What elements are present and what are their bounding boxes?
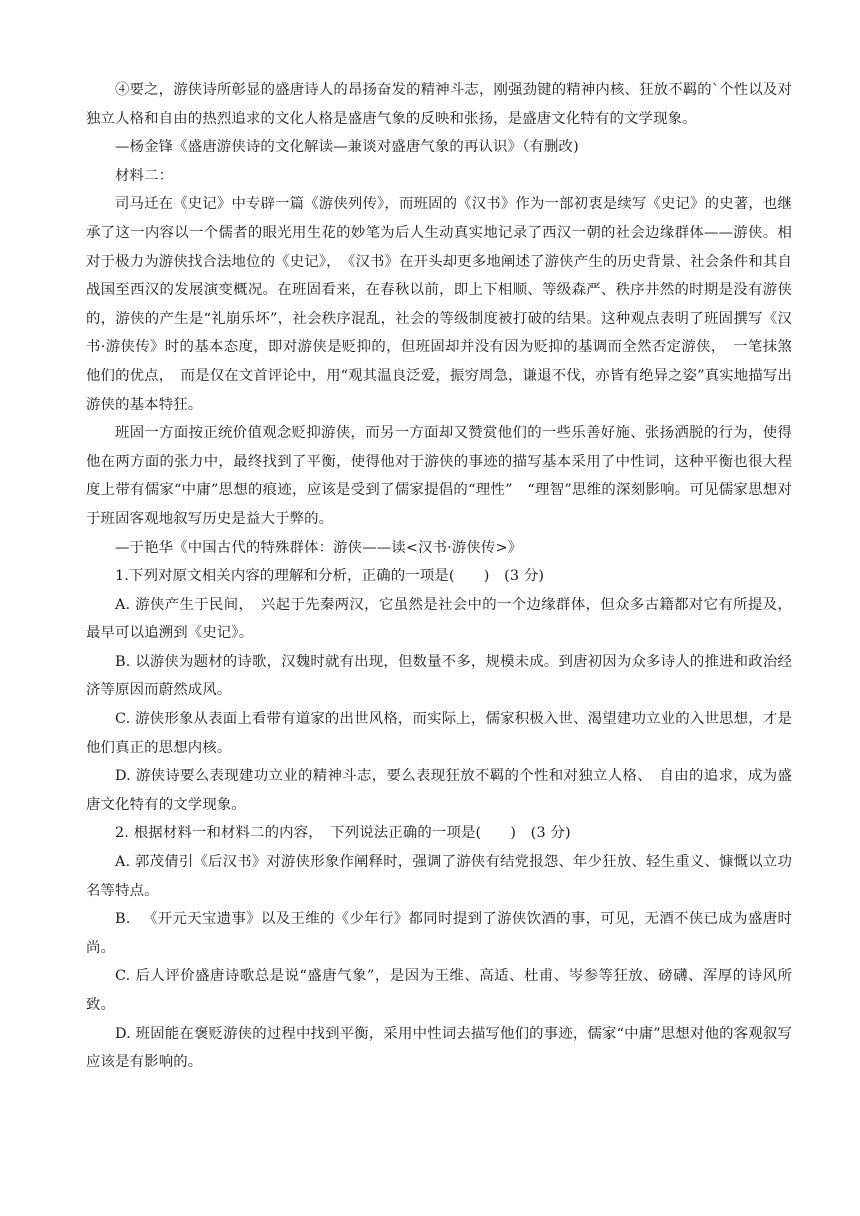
material2-source: —于艳华《中国古代的特殊群体：游侠——读<汉书·游侠传>》 <box>115 539 523 556</box>
question-2-option-c: C. 后人评价盛唐诗歌总是说“盛唐气象”，是因为王维、高适、杜甫、岑参等狂放、磅礴、浑厚的诗风所致。 <box>86 968 792 1013</box>
question-2-option-d: D. 班固能在褒贬游侠的过程中找到平衡，采用中性词去描写他们的事迹，儒家“中庸”思想对他的客观叙写应该是有影响的。 <box>86 1025 792 1071</box>
material1-summary: ④要之，游侠诗所彰显的盛唐诗人的昂扬奋发的精神斗志，刚强劲键的精神内核、狂放不羁的`个性以及对独立人格和自由的热烈追求的文化人格是盛唐气象的反映和张扬，是盛唐文化特有的文学现象。 <box>86 82 792 127</box>
question-1-stem: 1.下列对原文相关内容的理解和分析，正确的一项是( ) (3 分) <box>115 568 545 585</box>
document-page <box>86 76 792 1077</box>
question-1-option-b: B. 以游侠为题材的诗歌，汉魏时就有出现，但数量不多，规模未成。到唐初因为众多诗人的推进和政治经济等原因而蔚然成风。 <box>86 653 792 699</box>
question-2-stem: 2. 根据材料一和材料二的内容， 下列说法正确的一项是( ) (3 分) <box>115 825 571 842</box>
question-2-option-a: A. 郭茂倩引《后汉书》对游侠形象作阐释时，强调了游侠有结党报怨、年少狂放、轻生重义、慷慨以立功名等特点。 <box>86 854 792 899</box>
material2-paragraph-2: 班固一方面按正统价值观念贬抑游侠，而另一方面却又赞赏他们的一些乐善好施、张扬洒脱的行为，使得他在两方面的张力中，最终找到了平衡，使得他对于游侠的事迹的描写基本采用了中性词，这种平衡也很大程度上带有儒家“中庸”思想的痕迹，应该是受到了儒家提倡的“理性” “理智”思维的深刻影响。可见儒家思想对于班固客观地叙写历史是益大于弊的。 <box>86 425 792 527</box>
material2-heading: 材料二： <box>115 167 174 184</box>
question-1-option-a: A. 游侠产生于民间， 兴起于先秦两汉，它虽然是社会中的一个边缘群体，但众多古籍都对它有所提及，最早可以追溯到《史记》。 <box>86 596 792 642</box>
material1-source: —杨金锋《盛唐游侠诗的文化解读—兼谈对盛唐气象的再认识》（有删改) <box>115 139 579 156</box>
question-1-option-c: C. 游侠形象从表面上看带有道家的出世风格，而实际上，儒家积极入世、渴望建功立业的入世思想，才是他们真正的思想内核。 <box>86 711 792 756</box>
material2-paragraph-1: 司马迁在《史记》中专辟一篇《游侠列传》，而班固的《汉书》作为一部初衷是续写《史记》的史著，也继承了这一内容以一个儒者的眼光用生花的妙笔为后人生动真实地记录了西汉一朝的社会边缘群体——游侠。相对于极力为游侠找合法地位的《史记》， 《汉书》在开头却更多地阐述了游侠产生的历史背景、社会条件和其自战国至西汉的发展演变概况。在班固看来，在春秋以前，即上下相顺、等级森严、秩序井然的时期是没有游侠的，游侠的产生是“礼崩乐坏”，社会秩序混乱，社会的等级制度被打破的结果。这种观点表明了班固撰写《汉书·游侠传》时的基本态度，即对游侠是贬抑的，但班固却并没有因为贬抑的基调而全然否定游侠， 一笔抹煞他们的优点， 而是仅在文首评论中，用“观其温良泛爱，振穷周急，谦退不伐，亦皆有绝异之姿”真实地描写出游侠的基本特狂。 <box>86 196 792 413</box>
question-2-option-b: B. 《开元天宝遗事》以及王维的《少年行》都同时提到了游侠饮酒的事，可见，无酒不侠已成为盛唐时尚。 <box>86 911 792 956</box>
question-1-option-d: D. 游侠诗要么表现建功立业的精神斗志，要么表现狂放不羁的个性和对独立人格、 自由的追求，成为盛唐文化特有的文学现象。 <box>86 768 792 813</box>
